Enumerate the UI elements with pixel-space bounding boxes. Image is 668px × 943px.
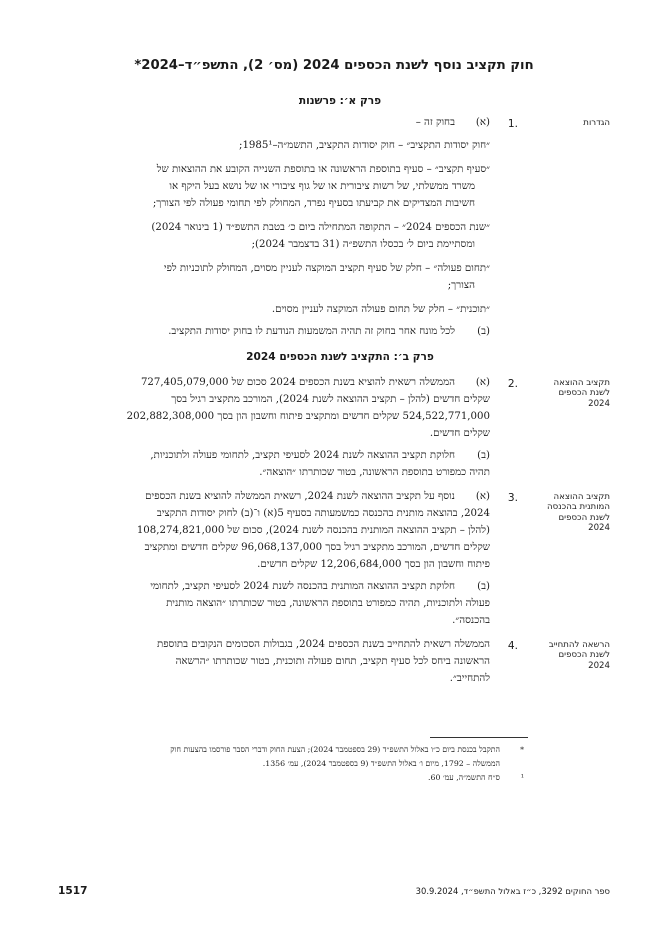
margin-note-line: לשנת הכספים — [558, 388, 610, 399]
margin-note-line: לשנת הכספים — [558, 512, 610, 523]
section-2a-line: שקלים חדשים. — [429, 428, 490, 439]
section-3b-line: חלוקת תקציב ההוצאה המותנית בהכנסה לשנת 2024 לסעיפי תקציב, לתחומי — [150, 581, 455, 592]
section-1-number: .1 — [507, 118, 518, 130]
page-title: חוק תקציב נוסף לשנת הכספים 2024 (מס׳ 2), התשפ״ד–2024* — [134, 58, 534, 73]
section-2-number: .2 — [507, 378, 518, 390]
footnote-1-mark: ¹ — [520, 773, 524, 782]
section-2b-line: חלוקת תקציב ההוצאה לשנת 2024 לסעיפי תקציב, לתחומי פעולה ולתוכניות, — [150, 450, 455, 461]
section-3a-line: שקלים חדשים, המורכב מתקציב רגיל בסך 96,068,137,000 שקלים חדשים ומתקציב — [144, 542, 490, 553]
publication-source: ספר החוקים 3292, כ״ז באלול התשפ״ד, 30.9.2024 — [415, 886, 610, 896]
part-a-heading: פרק א׳: פרשנות — [298, 95, 382, 107]
section-1b-label: (ב) — [477, 326, 490, 337]
margin-note-expense-budget — [528, 378, 610, 409]
section-4-line: הממשלה רשאית להתחייב בשנת הכספים 2024, בגבולות הסכומים הנקובים בתוספת — [156, 639, 490, 650]
definition-domain-line-1: ״תחום פעולה״ – חלק של סעיף תקציב המוקצה לעניין מסוים, המחולק לתוכניות לפי — [163, 263, 490, 274]
section-2a-line: 524,522,771,000 שקלים חדשים ומתקציב פיתוח וחשבון הון בסך 202,882,308,000 — [126, 411, 490, 422]
footnote-star-line-2: הממשלה – 1792, מיום ו׳ באלול התשפ״ד (9 בספטמבר 2024), עמ׳ 1356. — [262, 759, 500, 768]
section-3b-line: פעולה ולתוכניות, תהיה כמפורט בתוספת הראשונה, בטור שכותרתו ״הוצאה מותנית — [166, 598, 490, 609]
section-3a-label: (א) — [475, 491, 490, 502]
section-3-number: .3 — [507, 492, 518, 504]
section-2b-line: תהיה כמפורט בתוספת הראשונה, בטור שכותרתו ״הוצאה״. — [259, 467, 490, 478]
margin-note-line: תקציב ההוצאה — [553, 378, 610, 388]
part-b-heading: פרק ב׳: התקציב לשנת הכספים 2024 — [246, 351, 434, 363]
definition-budget-item-line-1: ״סעיף תקציב״ – סעיף בתוספת הראשונה או בתוספת השנייה הקובע את ההוצאות של — [156, 164, 490, 175]
section-4-line: הראשונה ביחס לכל סעיף תקציב, תחום פעולה ותוכנית, בטור שכותרתו ״הרשאה — [175, 656, 490, 667]
section-1b-text: לכל מונח אחר בחוק זה תהיה המשמעות הנודעת לו בחוק יסודות התקציב. — [168, 326, 455, 337]
section-3a-line: נוסף על תקציב ההוצאה לשנת 2024, רשאית הממשלה להוציא בשנת הכספים — [145, 491, 455, 502]
margin-note-line: 2024 — [588, 523, 610, 534]
section-1a-text: בחוק זה – — [415, 117, 455, 128]
section-4-number: .4 — [507, 640, 518, 652]
section-1a-label: (א) — [475, 117, 490, 128]
definition-fiscal-year-line-2: ומסתיימת ביום ל׳ בכסלו התשפ״ה (31 בדצמבר 2024); — [251, 239, 475, 250]
footnote-1-text: ס״ח התשמ״ה, עמ׳ 60. — [428, 773, 500, 782]
section-2b-label: (ב) — [477, 450, 490, 461]
section-4-line: להתחייב״. — [449, 673, 490, 684]
page-number: 1517 — [58, 885, 88, 897]
definition-domain-line-2: הצורך; — [447, 280, 475, 291]
section-2a-line: שקלים חדשים (להלן – תקציב ההוצאה לשנת 2024), המורכב מתקציב רגיל בסך — [171, 394, 490, 405]
footnote-star-mark: * — [520, 745, 524, 754]
section-3a-line: (להלן – תקציב ההוצאה המותנית בהכנסה לשנת 2024), סכום של 108,274,821,000 — [136, 525, 490, 536]
section-2a-label: (א) — [475, 377, 490, 388]
margin-note-line: 2024 — [588, 660, 610, 671]
footnote-divider — [430, 737, 528, 738]
margin-note-commitment-authorization — [528, 640, 610, 671]
definition-basic-law: ״חוק יסודות התקציב״ – חוק יסודות התקציב, התשמ״ה–1985¹; — [239, 140, 490, 151]
margin-note-line: לשנת הכספים — [558, 650, 610, 661]
section-2a-line: הממשלה רשאית להוציא בשנת הכספים 2024 סכום של 727,405,079,000 — [140, 377, 455, 388]
definition-budget-item-line-2: משרד ממשלתי, של רשות ציבורית או של גוף ציבורי או של נושא בעל היקף או — [169, 181, 475, 192]
section-3a-line: 2024, בהוצאה מותנית בהכנסה כמשמעותה בסעיף 5(א) ו־(ב) לחוק יסודות התקציב — [156, 508, 490, 519]
margin-note-line: תקציב ההוצאה — [553, 492, 610, 502]
footnote-star-line-1: התקבל בכנסת ביום כ״ו באלול התשפ״ד (29 בספטמבר 2024); הצעת החוק ודברי הסבר פורסמו בהצעות חוק — [170, 745, 500, 754]
section-3b-label: (ב) — [477, 581, 490, 592]
margin-note-line: הרשאה להתחייב — [548, 640, 610, 650]
margin-note-conditional-expense-budget — [528, 492, 610, 534]
margin-note-definitions: הגדרות — [583, 118, 610, 128]
margin-note-line: 2024 — [588, 398, 610, 409]
section-3a-line: פיתוח וחשבון הון בסך 12,206,684,000 שקלים חדשים. — [257, 559, 490, 570]
definition-fiscal-year-line-1: ״שנת הכספים 2024״ – התקופה המתחילה ביום כ׳ בטבת התשפ״ד (1 בינואר 2024) — [151, 222, 490, 233]
definition-program: ״תוכנית״ – חלק של תחום פעולה המוקצה לעניין מסוים. — [271, 304, 490, 315]
section-3b-line: בהכנסה״. — [452, 615, 490, 626]
definition-budget-item-line-3: חשיבות המצדיקים את קביעתו בסעיף נפרד, המחולק לפי תחומי פעולה לפי הצורך; — [152, 198, 475, 209]
margin-note-line: המותנית בהכנסה — [547, 502, 610, 513]
